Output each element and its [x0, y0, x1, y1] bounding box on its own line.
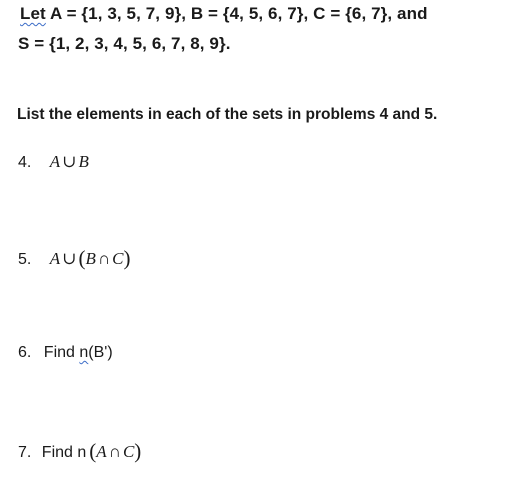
- union-symbol: ∪: [62, 249, 77, 268]
- set-a: A: [49, 249, 61, 268]
- set-c: C: [112, 249, 124, 268]
- problem-number: 4.: [18, 154, 32, 171]
- close-paren: ): [123, 246, 131, 270]
- n-function: n: [79, 344, 89, 361]
- union-symbol: ∪: [62, 152, 77, 171]
- find-n-text: Find n: [41, 444, 87, 461]
- open-paren: (: [89, 439, 97, 463]
- math-expression: [89, 439, 142, 463]
- problem-5: [18, 245, 130, 270]
- problem-number: 7.: [18, 444, 32, 461]
- header-line-2: S = {1, 2, 3, 4, 5, 6, 7, 8, 9}.: [18, 34, 231, 53]
- let-word: Let: [20, 4, 46, 23]
- math-expression: [50, 152, 89, 171]
- set-b: B: [85, 249, 96, 268]
- problem-7: [18, 438, 141, 463]
- header-line-1: [20, 4, 428, 24]
- problem-text: [44, 344, 113, 361]
- instructions-text: List the elements in each of the sets in problems 4 and 5.: [17, 106, 438, 123]
- problem-number: 6.: [18, 344, 32, 361]
- sets-definition-abc: A = {1, 3, 5, 7, 9}, B = {4, 5, 6, 7}, C = {6, 7}, and: [45, 4, 428, 23]
- problem-text: [41, 439, 142, 463]
- set-c: C: [122, 442, 135, 461]
- open-paren: (: [78, 246, 86, 270]
- set-a: A: [96, 442, 107, 461]
- problem-4: [18, 152, 89, 172]
- intersection-symbol: ∩: [97, 249, 111, 268]
- set-b: B: [78, 152, 89, 171]
- set-a: A: [49, 152, 61, 171]
- complement-b: (B'): [88, 344, 113, 361]
- problem-number: 5.: [18, 251, 32, 268]
- close-paren: ): [134, 439, 142, 463]
- math-expression: [49, 246, 131, 270]
- problem-6: [18, 344, 113, 362]
- intersection-symbol: ∩: [108, 442, 121, 461]
- find-word: Find: [43, 344, 80, 361]
